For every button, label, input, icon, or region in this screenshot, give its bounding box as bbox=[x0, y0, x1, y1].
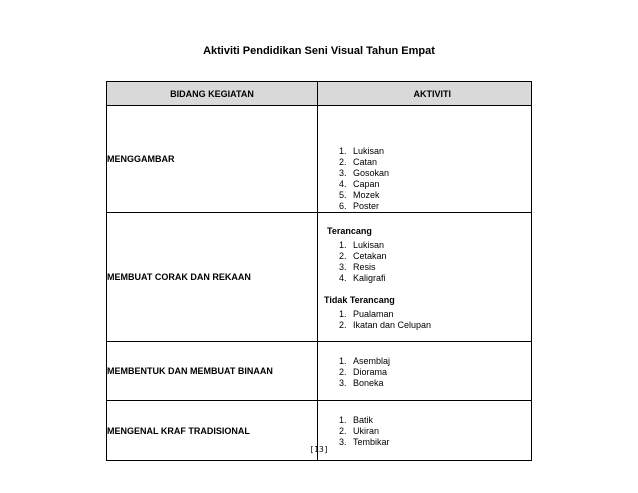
list-item: 2. Ukiran bbox=[349, 426, 531, 437]
bidang-cell: MENGGAMBAR bbox=[107, 106, 318, 213]
list-item: 1. Batik bbox=[349, 415, 531, 426]
table-row bbox=[107, 106, 532, 213]
table-header-row bbox=[107, 82, 532, 106]
activity-list bbox=[318, 240, 531, 284]
list-item: 4. Capan bbox=[349, 179, 531, 190]
list-item: 6. Poster bbox=[349, 201, 531, 212]
list-item: 1. Asemblaj bbox=[349, 356, 531, 367]
list-item: 2. Catan bbox=[349, 157, 531, 168]
activity-list bbox=[318, 415, 531, 448]
list-item: 4. Kaligrafi bbox=[349, 273, 531, 284]
document-title: Aktiviti Pendidikan Seni Visual Tahun Empat bbox=[203, 45, 435, 57]
list-item: 5. Mozek bbox=[349, 190, 531, 201]
group-title: Tidak Terancang bbox=[324, 295, 395, 305]
aktiviti-cell bbox=[318, 213, 532, 342]
activity-list bbox=[318, 309, 531, 331]
list-item: 2. Ikatan dan Celupan bbox=[349, 320, 531, 331]
list-item: 1. Lukisan bbox=[349, 146, 531, 157]
list-item: 1. Lukisan bbox=[349, 240, 531, 251]
bidang-cell: MENGENAL KRAF TRADISIONAL bbox=[107, 401, 318, 461]
list-item: 2. Cetakan bbox=[349, 251, 531, 262]
bidang-cell: MEMBENTUK DAN MEMBUAT BINAAN bbox=[107, 342, 318, 401]
activity-table bbox=[106, 81, 532, 461]
aktiviti-cell bbox=[318, 342, 532, 401]
page-number: [13] bbox=[309, 445, 329, 454]
list-item: 1. Pualaman bbox=[349, 309, 531, 320]
bidang-cell: MEMBUAT CORAK DAN REKAAN bbox=[107, 213, 318, 342]
header-bidang-kegiatan: BIDANG KEGIATAN bbox=[107, 82, 318, 106]
activity-list bbox=[318, 356, 531, 389]
header-aktiviti: AKTIVITI bbox=[318, 82, 532, 106]
list-item: 3. Tembikar bbox=[349, 437, 531, 448]
group-title: Terancang bbox=[327, 226, 372, 236]
list-item: 2. Diorama bbox=[349, 367, 531, 378]
aktiviti-cell bbox=[318, 106, 532, 213]
list-item: 3. Resis bbox=[349, 262, 531, 273]
activity-list bbox=[318, 146, 531, 212]
table-row bbox=[107, 342, 532, 401]
table-row bbox=[107, 213, 532, 342]
list-item: 3. Boneka bbox=[349, 378, 531, 389]
list-item: 3. Gosokan bbox=[349, 168, 531, 179]
